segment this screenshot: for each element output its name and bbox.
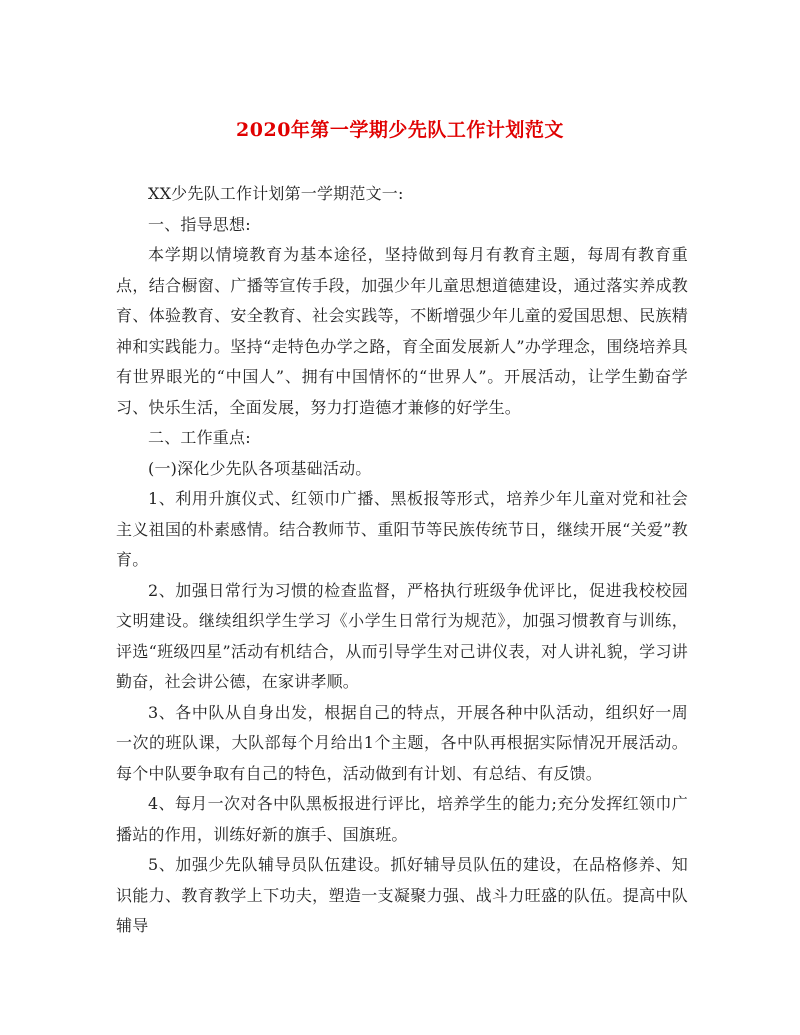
paragraph-item-5: 5、加强少先队辅导员队伍建设。抓好辅导员队伍的建设，在品格修养、知识能力、教育教学上下功夫，塑造一支凝聚力强、战斗力旺盛的队伍。提高中队辅导 xyxy=(116,855,688,935)
document-body xyxy=(116,179,688,942)
heading-guiding-ideology: 一、指导思想: xyxy=(148,214,251,234)
paragraph-item-1: 1、利用升旗仪式、红领巾广播、黑板报等形式，培养少年儿童对党和社会主义祖国的朴素感情。结合教师节、重阳节等民族传统节日，继续开展“关爱”教育。 xyxy=(116,489,688,569)
heading-work-focus: 二、工作重点: xyxy=(148,428,251,447)
paragraph-item-4: 4、每月一次对各中队黑板报进行评比，培养学生的能力;充分发挥红领巾广播站的作用，训练好新的旗手、国旗班。 xyxy=(116,794,688,844)
document-title: 2020年第一学期少先队工作计划范文 xyxy=(236,119,564,141)
subheading-basic-activities: (一)深化少先队各项基础活动。 xyxy=(148,458,372,478)
paragraph-intro: XX少先队工作计划第一学期范文一: xyxy=(148,184,404,203)
paragraph-item-2: 2、加强日常行为习惯的检查监督，严格执行班级争优评比，促进我校校园文明建设。继续组织学生学习《小学生日常行为规范》，加强习惯教育与训练，评选“班级四星”活动有机结合，从而引导学生对己讲仪表，对人讲礼貌，学习讲勤奋，社会讲公德，在家讲孝顺。 xyxy=(116,580,688,691)
paragraph-guiding-ideology: 本学期以情境教育为基本途径，坚持做到每月有教育主题，每周有教育重点，结合橱窗、广播等宣传手段，加强少年儿童思想道德建设，通过落实养成教育、体验教育、安全教育、社会实践等，不断增强少年儿童的爱国思想、民族精神和实践能力。坚持“走特色办学之路，育全面发展新人”办学理念，围绕培养具有世界眼光的“中国人”、拥有中国情怀的“世界人”。开展活动，让学生勤奋学习、快乐生活，全面发展，努力打造德才兼修的好学生。 xyxy=(116,245,688,417)
paragraph-item-3: 3、各中队从自身出发，根据自己的特点，开展各种中队活动，组织好一周一次的班队课，大队部每个月给出1个主题，各中队再根据实际情况开展活动。每个中队要争取有自己的特色，活动做到有计划、有总结、有反馈。 xyxy=(116,702,688,783)
